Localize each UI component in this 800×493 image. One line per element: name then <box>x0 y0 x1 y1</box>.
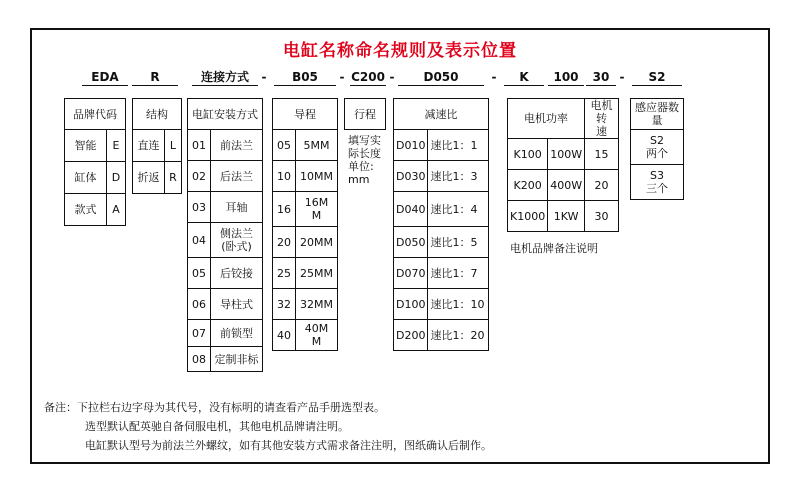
reduction-table <box>393 98 489 351</box>
mounting-name: 侧法兰 (卧式) <box>211 223 263 258</box>
code-separator: - <box>491 70 497 84</box>
mounting-name: 后铰接 <box>211 258 263 289</box>
reduction-code: D050 <box>394 227 428 258</box>
brand-code-table <box>64 98 126 226</box>
mounting-code: 06 <box>188 289 211 320</box>
lead-value: 10MM <box>296 161 338 192</box>
reduction-code: D070 <box>394 258 428 289</box>
mounting-code: 05 <box>188 258 211 289</box>
page-title: 电缸名称命名规则及表示位置 <box>283 41 517 61</box>
structure-letter: L <box>165 130 182 162</box>
reduction-header: 减速比 <box>394 99 489 130</box>
lead-value: 32MM <box>296 289 338 320</box>
mounting-name: 定制非标 <box>211 347 263 372</box>
code-separator: - <box>389 70 395 84</box>
remark-line: 电缸默认型号为前法兰外螺纹，如有其他安装方式需求备注注明，图纸确认后制作。 <box>85 439 492 452</box>
motor-speed: 15 <box>585 139 619 170</box>
motor-speed: 20 <box>585 170 619 201</box>
remark-line: 备注：下拉栏右边字母为其代号，没有标明的请查看产品手册选型表。 <box>44 401 385 414</box>
lead-code: 10 <box>273 161 296 192</box>
mounting-name: 后法兰 <box>211 161 263 192</box>
brand-code-name: 智能 <box>65 130 107 162</box>
mounting-code: 07 <box>188 320 211 347</box>
motor-code: K1000 <box>508 201 548 232</box>
code-separator: - <box>261 70 267 84</box>
brand-code-letter: E <box>107 130 126 162</box>
mounting-code: 04 <box>188 223 211 258</box>
reduction-code: D010 <box>394 130 428 161</box>
motor-speed: 30 <box>585 201 619 232</box>
reduction-value: 速比1：10 <box>428 289 489 320</box>
structure-letter: R <box>165 162 182 194</box>
code-separator: - <box>619 70 625 84</box>
brand-code-name: 缸体 <box>65 162 107 194</box>
reduction-code: D200 <box>394 320 428 351</box>
stroke-header: 行程 <box>345 99 386 130</box>
reduction-value: 速比1：7 <box>428 258 489 289</box>
code-segment-reduction: D050 <box>398 70 484 86</box>
lead-value: 20MM <box>296 227 338 258</box>
code-segment-lead: B05 <box>274 70 336 86</box>
mounting-code: 02 <box>188 161 211 192</box>
lead-value: 5MM <box>296 130 338 161</box>
lead-table <box>272 98 338 351</box>
motor-code: K100 <box>508 139 548 170</box>
reduction-value: 速比1：5 <box>428 227 489 258</box>
reduction-value: 速比1：1 <box>428 130 489 161</box>
structure-name: 直连 <box>133 130 165 162</box>
lead-code: 16 <box>273 192 296 227</box>
motor-speed-header: 电机转 速 <box>585 99 619 139</box>
sensor-option: S2 两个 <box>631 130 684 165</box>
stroke-table <box>344 98 386 130</box>
code-segment-motor-power: 100 <box>548 70 584 86</box>
mounting-code: 03 <box>188 192 211 223</box>
brand-code-letter: D <box>107 162 126 194</box>
reduction-code: D040 <box>394 192 428 227</box>
motor-power: 400W <box>548 170 585 201</box>
sensor-table <box>630 98 684 200</box>
lead-code: 32 <box>273 289 296 320</box>
lead-code: 40 <box>273 320 296 351</box>
motor-power: 100W <box>548 139 585 170</box>
code-segment-stroke: C200 <box>351 70 385 84</box>
code-segment-mounting: 连接方式 <box>192 70 258 86</box>
lead-code: 20 <box>273 227 296 258</box>
reduction-code: D030 <box>394 161 428 192</box>
reduction-value: 速比1：20 <box>428 320 489 351</box>
lead-code: 05 <box>273 130 296 161</box>
lead-value: 40M M <box>296 320 338 351</box>
code-segment-motor-speed: 30 <box>586 70 616 86</box>
mounting-name: 前法兰 <box>211 130 263 161</box>
lead-code: 25 <box>273 258 296 289</box>
code-segment-brand: EDA <box>82 70 128 86</box>
lead-header: 导程 <box>273 99 338 130</box>
mounting-name: 前锁型 <box>211 320 263 347</box>
structure-table <box>132 98 182 194</box>
structure-name: 折返 <box>133 162 165 194</box>
sensor-header: 感应器数 量 <box>631 99 684 130</box>
structure-header: 结构 <box>133 99 182 130</box>
lead-value: 16M M <box>296 192 338 227</box>
sensor-option: S3 三个 <box>631 165 684 200</box>
brand-code-name: 款式 <box>65 194 107 226</box>
mounting-table <box>187 98 263 372</box>
code-segment-sensor: S2 <box>632 70 682 86</box>
mounting-code: 08 <box>188 347 211 372</box>
reduction-value: 速比1：4 <box>428 192 489 227</box>
motor-power-header: 电机功率 <box>508 99 585 139</box>
lead-value: 25MM <box>296 258 338 289</box>
motor-table <box>507 98 619 232</box>
reduction-code: D100 <box>394 289 428 320</box>
remarks <box>44 398 492 455</box>
motor-power: 1KW <box>548 201 585 232</box>
code-segment-structure: R <box>132 70 178 86</box>
mounting-name: 耳轴 <box>211 192 263 223</box>
reduction-value: 速比1：3 <box>428 161 489 192</box>
mounting-name: 导柱式 <box>211 289 263 320</box>
stroke-note: 填写实 际长度 单位: mm <box>348 134 381 186</box>
code-separator: - <box>339 70 345 84</box>
remark-line: 选型默认配英驰自备伺服电机，其他电机品牌请注明。 <box>85 420 349 433</box>
motor-code: K200 <box>508 170 548 201</box>
mounting-header: 电缸安装方式 <box>188 99 263 130</box>
brand-code-header: 品牌代码 <box>65 99 126 130</box>
motor-brand-note: 电机品牌备注说明 <box>510 242 598 255</box>
code-segment-motor-code: K <box>504 70 544 86</box>
brand-code-letter: A <box>107 194 126 226</box>
mounting-code: 01 <box>188 130 211 161</box>
